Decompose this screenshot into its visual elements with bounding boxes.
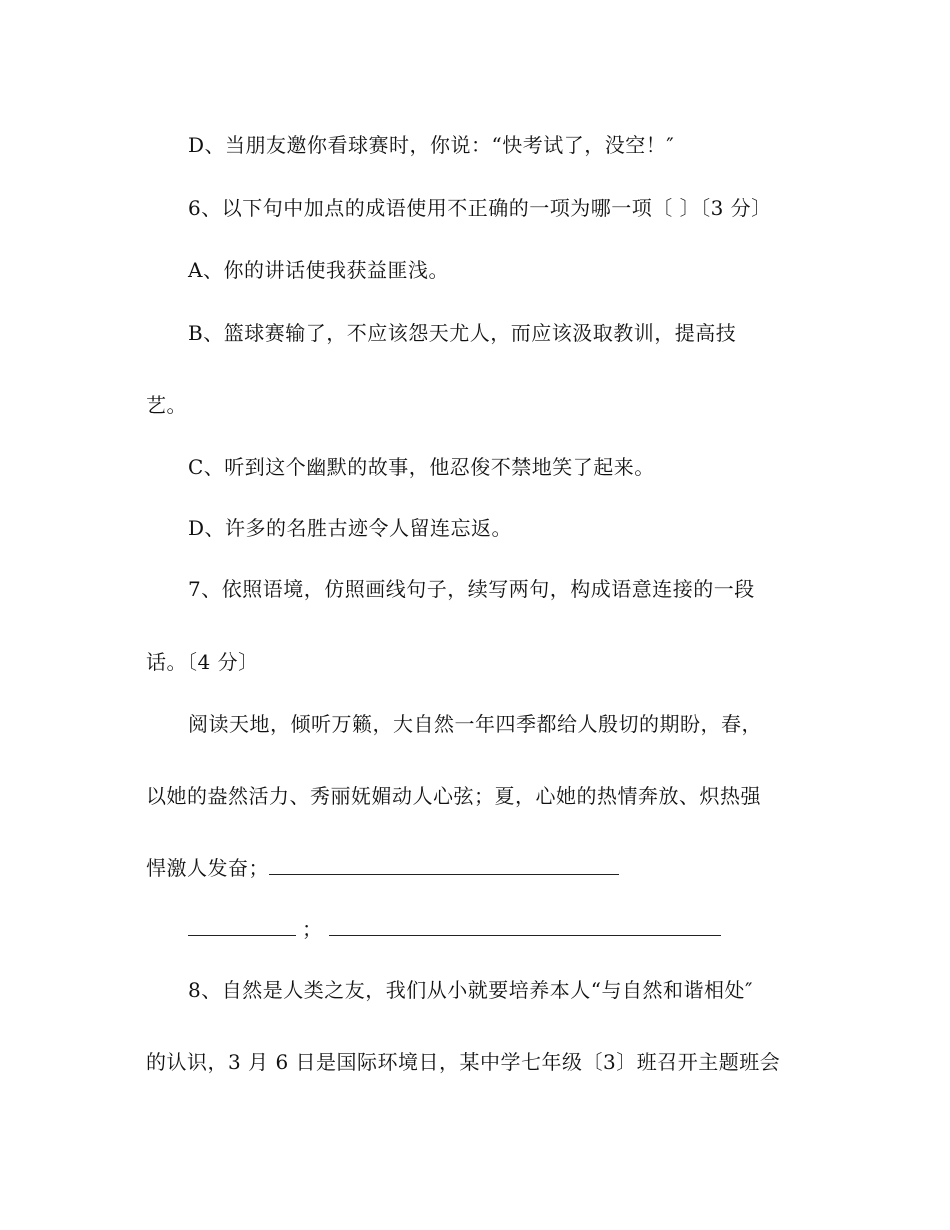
option-d-q5: D、当朋友邀你看球赛时，你说：“快考试了，没空！″ <box>188 133 675 157</box>
answer-separator: ； <box>302 917 323 941</box>
q7-passage-line-3-text: 悍激人发奋； <box>146 856 269 880</box>
q7-passage-line-2: 以她的盎然活力、秀丽妩媚动人心弦；夏，心她的热情奔放、炽热强 <box>146 784 761 808</box>
option-b-q6: B、篮球赛输了，不应该怨天尤人，而应该汲取教训，提高技 <box>188 321 737 345</box>
q7-passage-line-1: 阅读天地，倾听万籁，大自然一年四季都给人殷切的期盼，春， <box>188 712 762 736</box>
answer-blank-1[interactable] <box>269 856 619 875</box>
question-7: 7、依照语境，仿照画线句子，续写两句，构成语意连接的一段 <box>188 577 755 601</box>
option-b-q6-continued: 艺。 <box>146 393 187 417</box>
option-a-q6: A、你的讲话使我获益匪浅。 <box>188 258 449 282</box>
question-6: 6、以下句中加点的成语使用不正确的一项为哪一项〔 〕〔3 分〕 <box>188 196 772 220</box>
option-d-q6: D、许多的名胜古迹令人留连忘返。 <box>188 516 513 540</box>
question-8: 8、自然是人类之友，我们从小就要培养本人“与自然和谐相处″ <box>188 978 753 1002</box>
answer-blank-3[interactable] <box>329 917 721 936</box>
answer-blank-2[interactable] <box>188 917 296 936</box>
question-8-continued: 的认识，3 月 6 日是国际环境日，某中学七年级〔3〕班召开主题班会 <box>146 1050 781 1074</box>
option-c-q6: C、听到这个幽默的故事，他忍俊不禁地笑了起来。 <box>188 455 655 479</box>
q7-passage-line-3 <box>146 855 619 881</box>
q7-answer-line <box>188 916 721 942</box>
question-7-continued: 话。〔4 分〕 <box>146 650 259 674</box>
